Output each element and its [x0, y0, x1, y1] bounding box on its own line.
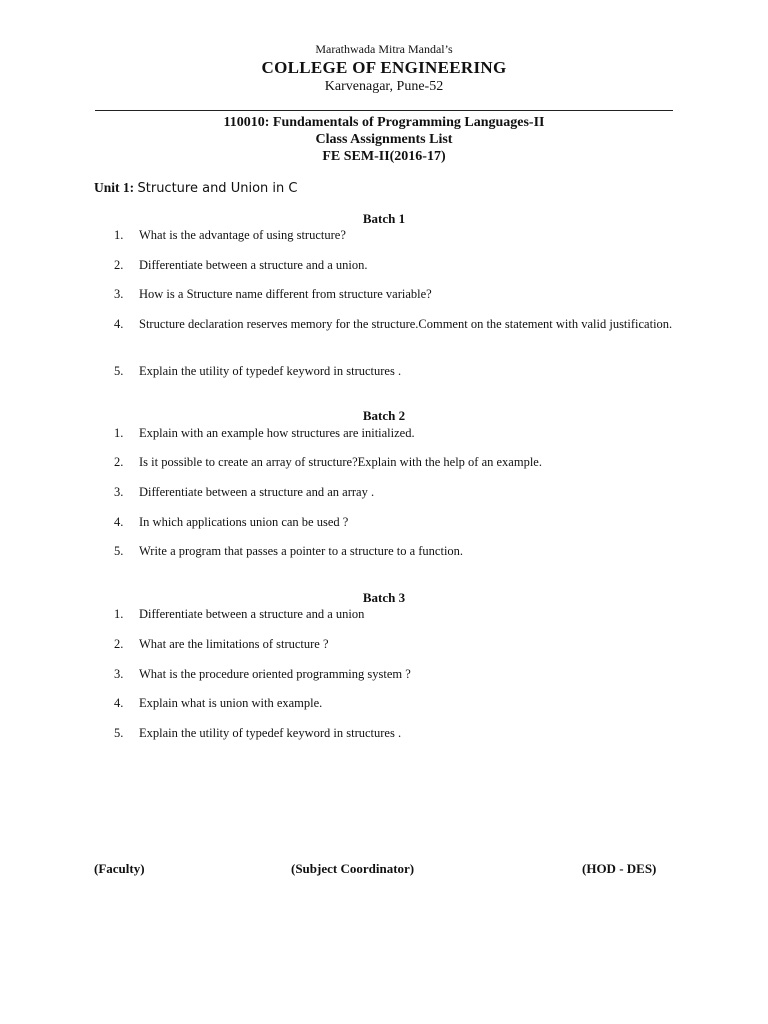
org-name: Marathwada Mitra Mandal’s	[315, 42, 453, 56]
unit-number: Unit 1:	[94, 180, 138, 195]
question-text: What are the limitations of structure ?	[139, 637, 329, 651]
question-text: Differentiate between a structure and a union.	[139, 258, 368, 272]
question-text: Explain with an example how structures are initialized.	[139, 426, 415, 440]
question-number: 4.	[114, 515, 124, 529]
unit-title: Structure and Union in C	[137, 181, 298, 196]
question-text: Explain the utility of typedef keyword in structures .	[139, 364, 402, 378]
question-text: Explain the utility of typedef keyword in structures .	[139, 726, 402, 740]
question-text: How is a Structure name different from structure variable?	[139, 287, 432, 301]
question-number: 3.	[114, 667, 124, 681]
question-number: 3.	[114, 287, 124, 301]
batch-2-title: Batch 2	[362, 408, 406, 423]
question-number: 1.	[114, 426, 124, 440]
question-text: What is the procedure oriented programming system ?	[139, 667, 411, 681]
header-divider	[95, 110, 673, 111]
question-text: Is it possible to create an array of structure?Explain with the help of an example.	[139, 455, 542, 469]
question-text: In which applications union can be used ?	[139, 515, 349, 529]
question-number: 2.	[114, 258, 124, 272]
question-number: 4.	[114, 317, 124, 331]
question-text: Differentiate between a structure and a union	[139, 607, 365, 621]
signature-faculty: (Faculty)	[94, 861, 145, 876]
question-text: What is the advantage of using structure?	[139, 228, 346, 242]
question-text: Structure declaration reserves memory for the structure.Comment on the statement with valid justification.	[139, 317, 673, 331]
signature-subject-coordinator: (Subject Coordinator)	[291, 861, 415, 876]
list-title: Class Assignments List	[315, 132, 453, 147]
question-number: 1.	[114, 607, 124, 621]
question-number: 5.	[114, 364, 124, 378]
semester-label: FE SEM-II(2016-17)	[322, 149, 446, 164]
college-name: COLLEGE OF ENGINEERING	[261, 58, 507, 77]
question-text: Differentiate between a structure and an array .	[139, 485, 375, 499]
question-number: 1.	[114, 228, 124, 242]
batch-3-title: Batch 3	[362, 590, 406, 605]
question-text: Explain what is union with example.	[139, 696, 323, 710]
college-address: Karvenagar, Pune-52	[324, 79, 444, 94]
signature-hod: (HOD - DES)	[582, 861, 657, 876]
unit-heading	[94, 180, 297, 196]
question-number: 3.	[114, 485, 124, 499]
question-number: 5.	[114, 544, 124, 558]
question-text: Write a program that passes a pointer to a structure to a function.	[139, 544, 464, 558]
question-number: 4.	[114, 696, 124, 710]
question-number: 2.	[114, 637, 124, 651]
batch-1-title: Batch 1	[362, 211, 406, 226]
course-title: 110010: Fundamentals of Programming Languages-II	[223, 115, 545, 130]
question-number: 2.	[114, 455, 124, 469]
question-number: 5.	[114, 726, 124, 740]
